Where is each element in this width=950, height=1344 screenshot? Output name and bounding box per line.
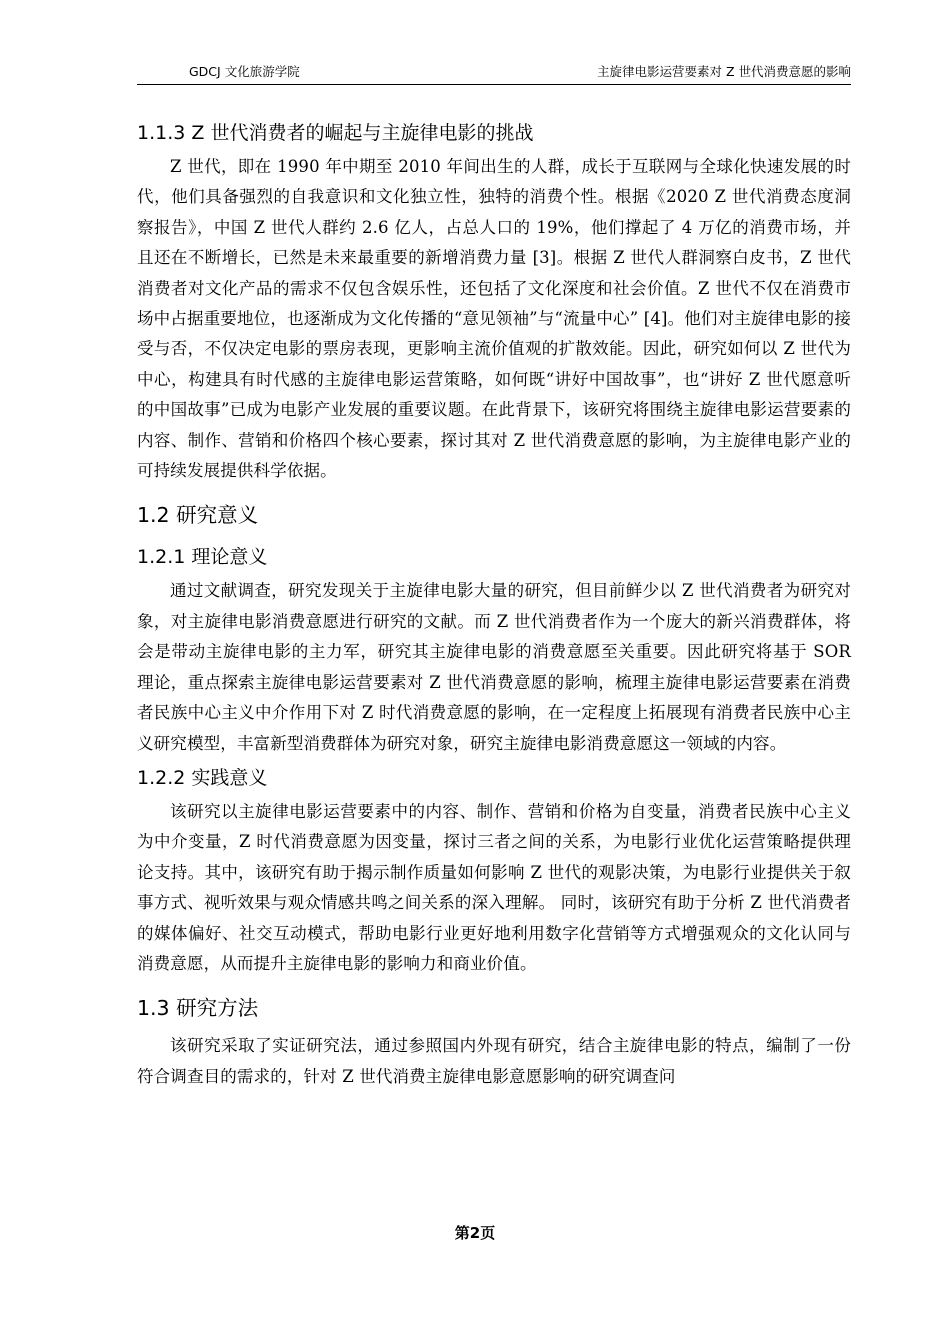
heading-1-2: 1.2 研究意义 bbox=[137, 503, 259, 528]
paragraph-practical-significance: 该研究以主旋律电影运营要素中的内容、制作、营销和价格为自变量，消费者民族中心主义为中介变量，Z 时代消费意愿为因变量，探讨三者之间的关系，为电影行业优化运营策略提供理论支持。其中，该研究有助于揭示制作质量如何影响 Z 世代的观影决策，为电影行业提供关于叙事方式、视听效果与观众情感共鸣之间关系的深入理解。 同时，该研究有助于分析 Z 世代消费者的媒体偏好、社交互动模式，帮助电影行业更好地利用数字化营销等方式增强观众的文化认同与消费意愿，从而提升主旋律电影的影响力和商业价值。 bbox=[137, 801, 851, 973]
heading-1-2-2: 1.2.2 实践意义 bbox=[137, 766, 268, 789]
paragraph-research-method: 该研究采取了实证研究法，通过参照国内外现有研究，结合主旋律电影的特点，编制了一份符合调查目的需求的，针对 Z 世代消费主旋律电影意愿影响的研究调查问 bbox=[137, 1036, 851, 1086]
header-thesis-title: 主旋律电影运营要素对 Z 世代消费意愿的影响 bbox=[596, 64, 851, 79]
paragraph-theoretical-significance: 通过文献调查，研究发现关于主旋律电影大量的研究，但目前鲜少以 Z 世代消费者为研究对象，对主旋律电影消费意愿进行研究的文献。而 Z 世代消费者作为一个庞大的新兴消费群体，将会是带动主旋律电影的主力军，研究其主旋律电影的消费意愿至关重要。因此研究将基于 SOR 理论，重点探索主旋律电影运营要素对 Z 世代消费意愿的影响，梳理主旋律电影运营要素在消费者民族中心主义中介作用下对 Z 时代消费意愿的影响，在一定程度上拓展现有消费者民族中心主义研究模型，丰富新型消费群体为研究对象，研究主旋律电影消费意愿这一领域的内容。 bbox=[137, 581, 851, 753]
page-number: 第2页 bbox=[454, 1224, 496, 1242]
paragraph-gen-z-rise: Z 世代，即在 1990 年中期至 2010 年间出生的人群，成长于互联网与全球化快速发展的时代，他们具备强烈的自我意识和文化独立性，独特的消费个性。根据《2020 Z 世代消费态度洞察报告》，中国 Z 世代人群约 2.6 亿人，占总人口的 19%，他们撑起了 4 万亿的消费市场，并且还在不断增长，已然是未来最重要的新增消费力量 [3]。根据 Z 世代人群洞察白皮书，Z 世代消费者对文化产品的需求不仅包含娱乐性，还包括了文化深度和社会价值。Z 世代不仅在消费市场中占据重要地位，也逐渐成为文化传播的“意见领袖”与“流量中心” [4]。他们对主旋律电影的接受与否，不仅决定电影的票房表现，更影响主流价值观的扩散效能。因此，研究如何以 Z 世代为中心，构建具有时代感的主旋律电影运营策略，如何既“讲好中国故事”，也“讲好 Z 世代愿意听的中国故事”已成为电影产业发展的重要议题。在此背景下，该研究将围绕主旋律电影运营要素的内容、制作、营销和价格四个核心要素，探讨其对 Z 世代消费意愿的影响，为主旋律电影产业的可持续发展提供科学依据。 bbox=[137, 157, 851, 481]
heading-1-3: 1.3 研究方法 bbox=[137, 996, 259, 1021]
heading-1-1-3: 1.1.3 Z 世代消费者的崛起与主旋律电影的挑战 bbox=[137, 122, 534, 144]
main-content bbox=[137, 114, 851, 1092]
running-header bbox=[137, 62, 851, 85]
heading-1-2-1: 1.2.1 理论意义 bbox=[137, 546, 268, 569]
header-institution: GDCJ 文化旅游学院 bbox=[189, 64, 300, 79]
